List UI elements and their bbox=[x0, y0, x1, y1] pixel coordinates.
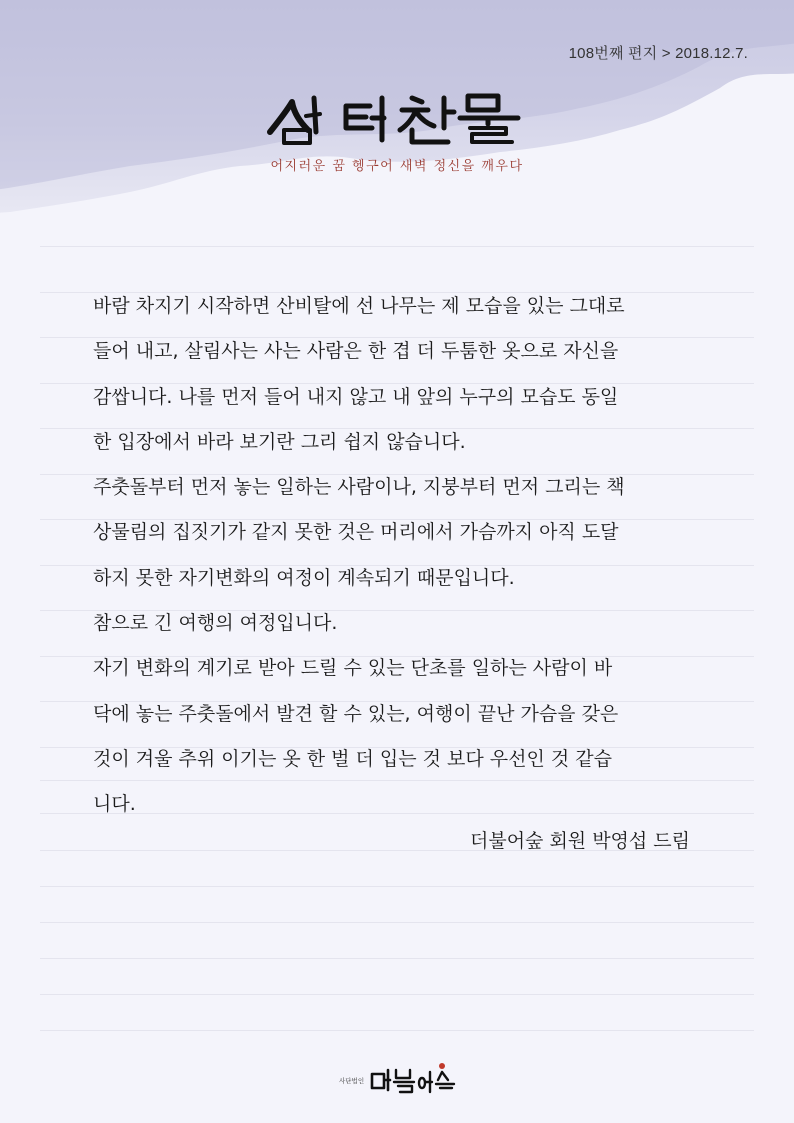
ruled-line bbox=[40, 922, 754, 923]
title-calligraphy-graphic bbox=[262, 92, 532, 148]
letter-line: 자기 변화의 계기로 받아 드릴 수 있는 단초를 일하는 사람이 바 bbox=[93, 657, 613, 680]
ruled-line bbox=[40, 886, 754, 887]
letter-line: 상물림의 집짓기가 같지 못한 것은 머리에서 가슴까지 아직 도달 bbox=[93, 521, 619, 544]
signature: 더불어숲 회원 박영섭 드림 bbox=[469, 830, 690, 852]
letter-line: 닥에 놓는 주춧돌에서 발견 할 수 있는, 여행이 끝난 가슴을 갖은 bbox=[93, 702, 619, 725]
ruled-line bbox=[40, 994, 754, 995]
subtitle: 어지러운 꿈 헹구어 새벽 정신을 깨우다 bbox=[270, 159, 524, 174]
title-calligraphy bbox=[0, 92, 794, 148]
footer-logo bbox=[330, 1058, 470, 1098]
ruled-line bbox=[40, 1030, 754, 1031]
letter-line: 것이 겨울 추위 이기는 옷 한 벌 더 입는 것 보다 우선인 것 같습 bbox=[93, 747, 613, 770]
letter-line: 니다. bbox=[93, 793, 136, 816]
letter-line: 주춧돌부터 먼저 놓는 일하는 사람이나, 지붕부터 먼저 그리는 책 bbox=[93, 476, 625, 499]
letter-line: 감쌉니다. 나를 먼저 들어 내지 않고 내 앞의 누구의 모습도 동일 bbox=[93, 385, 619, 408]
letter-line: 한 입장에서 바라 보기란 그리 쉽지 않습니다. bbox=[93, 430, 466, 453]
letter-line: 하지 못한 자기변화의 여정이 계속되기 때문입니다. bbox=[93, 566, 515, 589]
ruled-line bbox=[40, 958, 754, 959]
footer-org-prefix: 사단법인 bbox=[339, 1077, 365, 1085]
ruled-line bbox=[40, 246, 754, 247]
letter-number-and-date: 108번째 편지 > 2018.12.7. bbox=[568, 45, 748, 62]
letter-body bbox=[93, 284, 697, 828]
letter-line: 참으로 긴 여행의 여정입니다. bbox=[93, 612, 338, 635]
letter-line: 들어 내고, 살림사는 사는 사람은 한 겹 더 두툼한 옷으로 자신을 bbox=[93, 340, 619, 363]
footer-logo-seal-dot bbox=[439, 1063, 445, 1069]
letter-line: 바람 차지기 시작하면 산비탈에 선 나무는 제 모습을 있는 그대로 bbox=[93, 295, 625, 317]
